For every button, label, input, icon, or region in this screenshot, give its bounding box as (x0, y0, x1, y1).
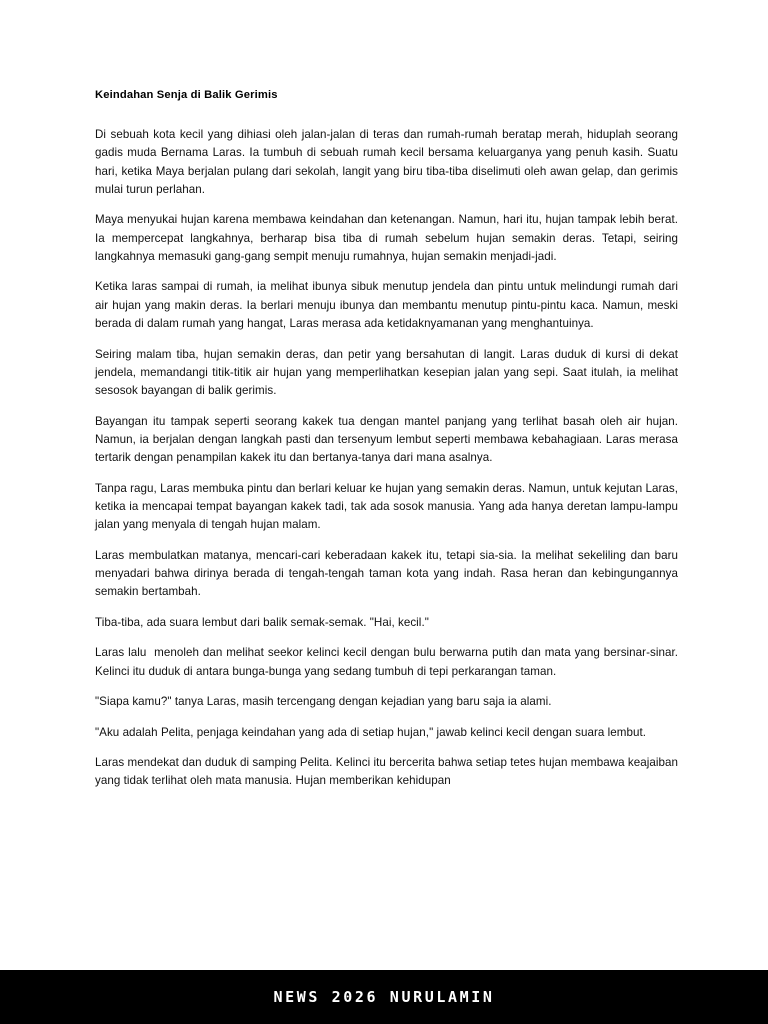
document-title: Keindahan Senja di Balik Gerimis (95, 89, 278, 101)
document-paragraph: Tiba-tiba, ada suara lembut dari balik semak-semak. "Hai, kecil." (95, 615, 429, 629)
document-paragraph: Ketika laras sampai di rumah, ia melihat ibunya sibuk menutup jendela dan pintu untuk melindungi rumah dari air hujan yang makin deras. Ia berlari menuju ibunya dan membantu menutup pintu-pintu kaca. Namun, meski berada di dalam rumah yang hangat, Laras merasa ada ketidaknyamanan yang menghantuinya. (95, 280, 682, 331)
document-paragraph: Laras mendekat dan duduk di samping Pelita. Kelinci itu bercerita bahwa setiap tetes hujan membawa keajaiban yang tidak terlihat oleh mata manusia. Hujan memberikan kehidupan (95, 756, 682, 788)
document-paragraph: Maya menyukai hujan karena membawa keindahan dan ketenangan. Namun, hari itu, hujan tampak lebih berat. Ia mempercepat langkahnya, berharap bisa tiba di rumah sebelum hujan semakin deras. Tetapi, seiring langkahnya memasuki gang-gang sempit menuju rumahnya, hujan semakin menjadi-jadi. (95, 213, 682, 263)
document-paragraph: "Aku adalah Pelita, penjaga keindahan yang ada di setiap hujan," jawab kelinci kecil dengan suara lembut. (95, 725, 647, 739)
document-paragraph: Laras membulatkan matanya, mencari-cari keberadaan kakek itu, tetapi sia-sia. Ia melihat sekeliling dan baru menyadari bahwa dirinya berada di tengah-tengah taman kota yang indah. Rasa heran dan kebingungannya semakin bertambah. (95, 548, 682, 599)
document-paragraph: Tanpa ragu, Laras membuka pintu dan berlari keluar ke hujan yang semakin deras. Namun, untuk kejutan Laras, ketika ia mencapai tempat bayangan kakek tadi, tak ada sosok manusia. Yang ada hanya deretan lampu-lampu jalan yang menyala di tengah hujan malam. (95, 481, 682, 532)
document-paragraph: Bayangan itu tampak seperti seorang kakek tua dengan mantel panjang yang terlihat basah oleh air hujan. Namun, ia berjalan dengan langkah pasti dan tersenyum lembut seperti membawa kebahagiaan. Laras merasa tertarik dengan penampilan kakek itu dan bertanya-tanya dari mana asalnya. (95, 414, 682, 465)
footer-label: NEWS 2026 NURULAMIN (273, 988, 495, 1006)
document-paragraph: "Siapa kamu?" tanya Laras, masih tercengang dengan kejadian yang baru saja ia alami. (95, 695, 552, 709)
document-paragraph: Di sebuah kota kecil yang dihiasi oleh jalan-jalan di teras dan rumah-rumah beratap merah, hiduplah seorang gadis muda Bernama Laras. Ia tumbuh di sebuah rumah kecil bersama keluarganya yang penuh kasih. Suatu hari, ketika Maya berjalan pulang dari sekolah, langit yang biru tiba-tiba diselimuti oleh awan gelap, dan gerimis mulai turun perlahan. (95, 128, 682, 196)
document-paragraph: Laras lalu menoleh dan melihat seekor kelinci kecil dengan bulu berwarna putih dan mata yang bersinar-sinar. Kelinci itu duduk di antara bunga-bunga yang sedang tumbuh di tepi perkarangan taman. (95, 646, 682, 678)
paragraph-container (95, 126, 682, 791)
footer-bar (0, 970, 768, 1024)
document-paragraph: Seiring malam tiba, hujan semakin deras, dan petir yang bersahutan di langit. Laras duduk di kursi di dekat jendela, memandangi titik-titik air hujan yang memperlihatkan kesepian jalan yang sepi. Saat itulah, ia melihat sesosok bayangan di balik gerimis. (95, 347, 682, 398)
document-body (95, 86, 682, 791)
